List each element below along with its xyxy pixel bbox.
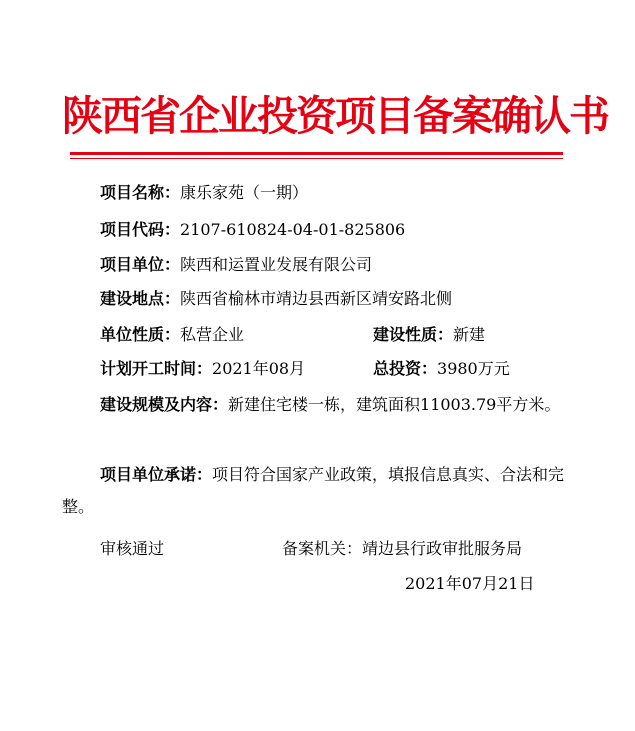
location-label: 建设地点： [100, 289, 181, 308]
project-name-label: 项目名称： [100, 183, 181, 202]
document-title: 陕西省企业投资项目备案确认书 [62, 92, 608, 140]
project-unit-value: 陕西和运置业发展有限公司 [180, 255, 373, 274]
total-investment-row [373, 358, 510, 380]
filing-date: 2021年07月21日 [405, 574, 535, 593]
scale-paragraph [62, 389, 567, 421]
title-rule-thin [70, 158, 563, 159]
title-rule-thick [70, 152, 563, 155]
start-time-label: 计划开工时间： [100, 359, 213, 378]
location-value: 陕西省榆林市靖边县西新区靖安路北侧 [180, 289, 453, 308]
total-investment-value: 3980万元 [437, 359, 510, 378]
start-time-row [100, 358, 305, 380]
unit-nature-value: 私营企业 [180, 325, 245, 344]
commitment-paragraph [62, 459, 567, 523]
project-name-row [100, 182, 308, 204]
total-investment-label: 总投资： [373, 359, 438, 378]
project-code-row [100, 219, 405, 241]
filing-authority: 备案机关：靖边县行政审批服务局 [282, 539, 523, 558]
project-code-value: 2107-610824-04-01-825806 [180, 220, 406, 239]
scale-label: 建设规模及内容： [100, 395, 229, 414]
project-name-value: 康乐家苑（一期） [180, 183, 309, 202]
review-status: 审核通过 [100, 539, 165, 558]
commitment-value: 项目符合国家产业政策，填报信息真实、合法和完整。 [62, 465, 565, 516]
project-unit-row [100, 254, 372, 276]
project-code-label: 项目代码： [100, 220, 181, 239]
start-time-value: 2021年08月 [212, 359, 306, 378]
construction-nature-value: 新建 [453, 325, 486, 344]
unit-nature-row [100, 324, 244, 346]
scale-value: 新建住宅楼一栋，建筑面积11003.79平方米。 [228, 395, 561, 414]
project-unit-label: 项目单位： [100, 255, 181, 274]
construction-nature-label: 建设性质： [373, 325, 454, 344]
construction-nature-row [373, 324, 485, 346]
unit-nature-label: 单位性质： [100, 325, 181, 344]
location-row [100, 288, 452, 310]
commitment-label: 项目单位承诺： [100, 465, 213, 484]
